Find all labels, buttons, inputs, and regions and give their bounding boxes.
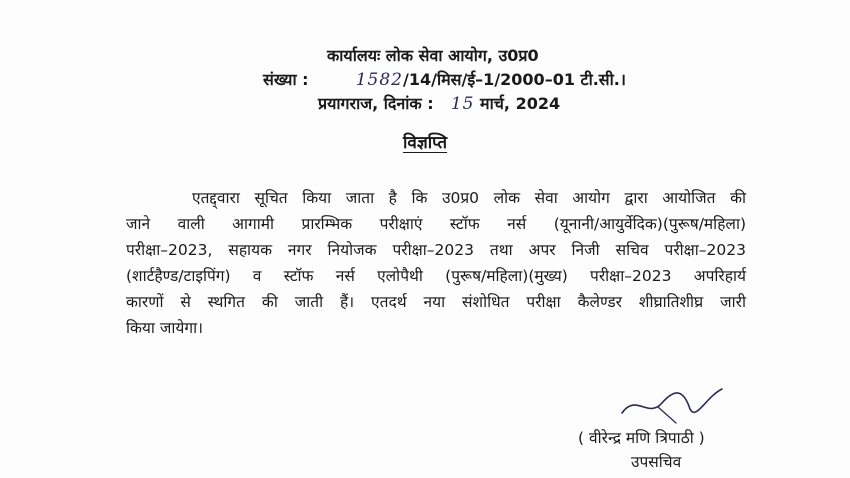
- handwritten-signature: [618, 383, 728, 429]
- reference-line: [263, 68, 626, 90]
- reference-suffix: /14/मिस/ई–1/2000–01 टी.सी.।: [403, 70, 626, 89]
- reference-number-handwritten: 1582: [355, 70, 403, 90]
- notice-paragraph-line: परीक्षा–2023, सहायक नगर नियोजक परीक्षा–2023 तथा अपर निजी सचिव परीक्षा–2023: [126, 241, 746, 259]
- signatory-name: ( वीरेन्द्र मणि त्रिपाठी ): [578, 429, 705, 447]
- office-name: कार्यालयः लोक सेवा आयोग, उ0प्र0: [327, 46, 539, 65]
- signatory-designation: उपसचिव: [631, 453, 682, 471]
- date-prefix: प्रयागराज, दिनांक :: [318, 94, 434, 113]
- reference-label: संख्या :: [263, 70, 309, 89]
- notice-paragraph-line: (शार्टहैण्ड/टाइपिंग) व स्टॉफ नर्स एलोपैथी (पुरूष/महिला)(मुख्य) परीक्षा–2023 अपरिहार्य: [126, 267, 746, 285]
- notice-paragraph-line: कारणों से स्थगित की जाती हैं। एतदर्थ नया संशोधित परीक्षा कैलेण्डर शीघ्रातिशीघ्र जारी: [126, 293, 746, 311]
- notice-title: विज्ञप्ति: [403, 133, 448, 153]
- notice-paragraph-line: एतद्द्वारा सूचित किया जाता है कि उ0प्र0 लोक सेवा आयोग द्वारा आयोजित की: [192, 189, 746, 207]
- date-suffix: मार्च, 2024: [480, 94, 561, 113]
- notice-paragraph-line: जाने वाली आगामी प्रारम्भिक परीक्षाएं स्टॉफ नर्स (यूनानी/आयुर्वेदिक)(पुरूष/महिला): [126, 215, 746, 233]
- date-line: [318, 92, 560, 114]
- date-day-handwritten: 15: [450, 94, 475, 114]
- notice-paragraph-line: किया जायेगा।: [126, 319, 203, 337]
- office-heading: [327, 44, 539, 66]
